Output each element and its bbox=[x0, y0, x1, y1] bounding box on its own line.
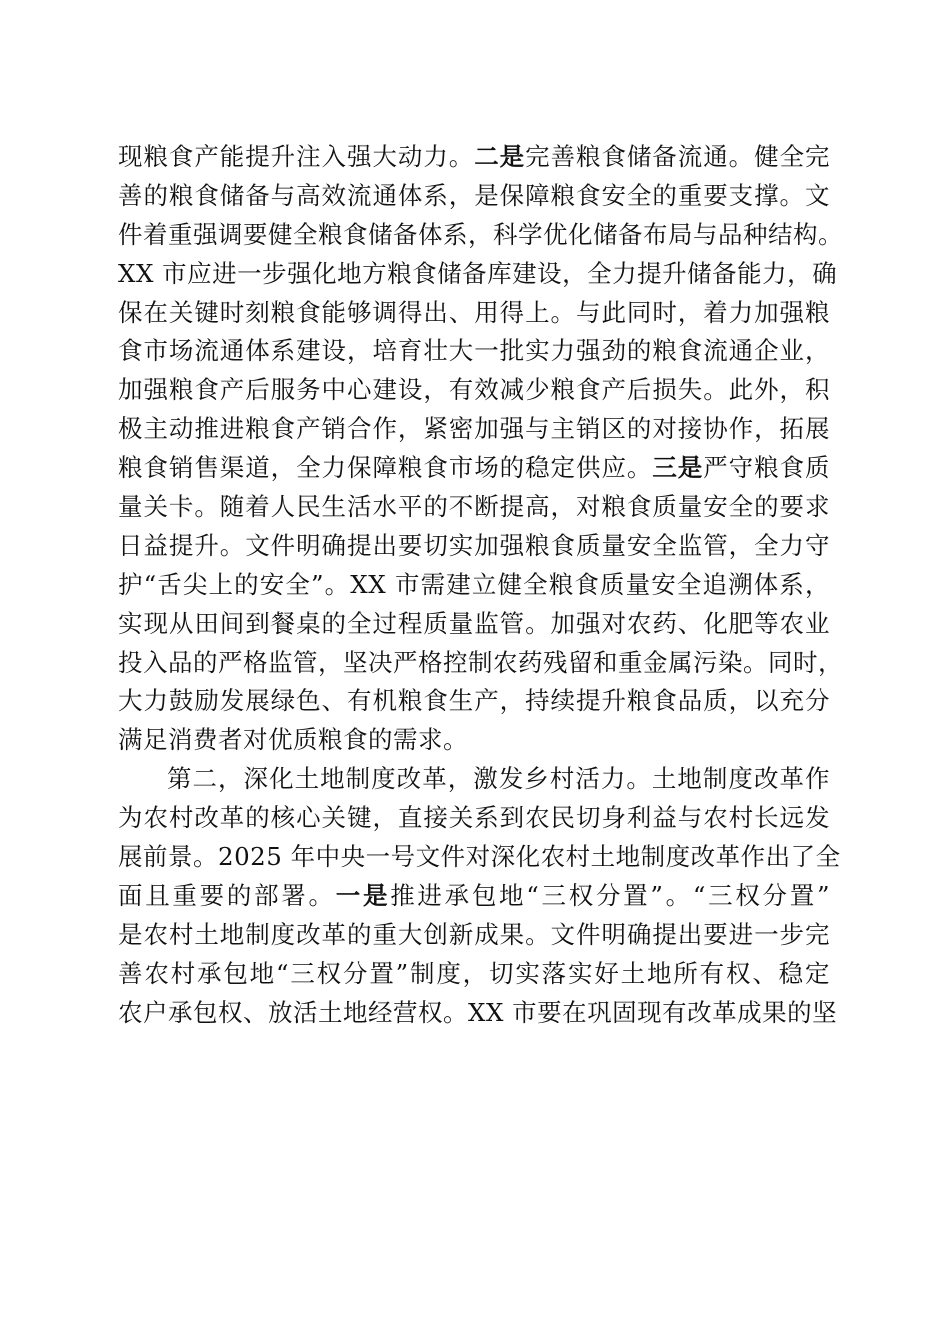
text-line: 现粮食产能提升注入强大动力。二是完善粮食储备流通。健全完 bbox=[118, 142, 831, 171]
text-line: 件着重强调要健全粮食储备体系，科学优化储备布局与品种结构。 bbox=[118, 219, 843, 249]
emphasis-label: 一是 bbox=[335, 880, 391, 910]
text-line: 保在关键时刻粮食能够调得出、用得上。与此同时，着力加强粮 bbox=[118, 297, 830, 327]
text-line: 善农村承包地“三权分置”制度，切实落实好土地所有权、稳定 bbox=[118, 958, 830, 988]
text-line: 护“舌尖上的安全”。XX 市需建立健全粮食质量安全追溯体系， bbox=[118, 569, 830, 599]
text-line: 满足消费者对优质粮食的需求。 bbox=[118, 725, 468, 755]
text-line: 农户承包权、放活土地经营权。XX 市要在巩固现有改革成果的坚 bbox=[118, 997, 838, 1027]
text-line: XX 市应进一步强化地方粮食储备库建设，全力提升储备能力，确 bbox=[118, 258, 838, 288]
text-line: 极主动推进粮食产销合作，紧密加强与主销区的对接协作，拓展 bbox=[118, 414, 830, 444]
body-text bbox=[118, 138, 843, 1032]
text-line: 量关卡。随着人民生活水平的不断提高，对粮食质量安全的要求 bbox=[118, 492, 830, 522]
text-line: 展前景。2025 年中央一号文件对深化农村土地制度改革作出了全 bbox=[118, 842, 841, 872]
text-line: 善的粮食储备与高效流通体系，是保障粮食安全的重要支撑。文 bbox=[118, 180, 830, 210]
emphasis-label: 三是 bbox=[652, 453, 704, 483]
paragraph-start-line: 第二，深化土地制度改革，激发乡村活力。土地制度改革作 bbox=[167, 764, 830, 794]
text-line: 大力鼓励发展绿色、有机粮食生产，持续提升粮食品质，以充分 bbox=[118, 686, 830, 716]
text-line: 投入品的严格监管，坚决严格控制农药残留和重金属污染。同时， bbox=[118, 647, 843, 677]
text-line: 日益提升。文件明确提出要切实加强粮食质量安全监管，全力守 bbox=[118, 530, 830, 560]
text-line: 为农村改革的核心关键，直接关系到农民切身利益与农村长远发 bbox=[118, 803, 830, 833]
text-line: 粮食销售渠道，全力保障粮食市场的稳定供应。三是严守粮食质 bbox=[118, 453, 831, 483]
emphasis-label: 二是 bbox=[474, 142, 526, 171]
text-line: 食市场流通体系建设，培育壮大一批实力强劲的粮食流通企业， bbox=[118, 336, 830, 366]
text-line: 面且重要的部署。一是推进承包地“三权分置”。“三权分置” bbox=[118, 880, 830, 910]
text-line: 实现从田间到餐桌的全过程质量监管。加强对农药、化肥等农业 bbox=[118, 608, 830, 638]
text-line: 是农村土地制度改革的重大创新成果。文件明确提出要进一步完 bbox=[118, 919, 830, 949]
text-line: 加强粮食产后服务中心建设，有效减少粮食产后损失。此外，积 bbox=[118, 375, 830, 405]
